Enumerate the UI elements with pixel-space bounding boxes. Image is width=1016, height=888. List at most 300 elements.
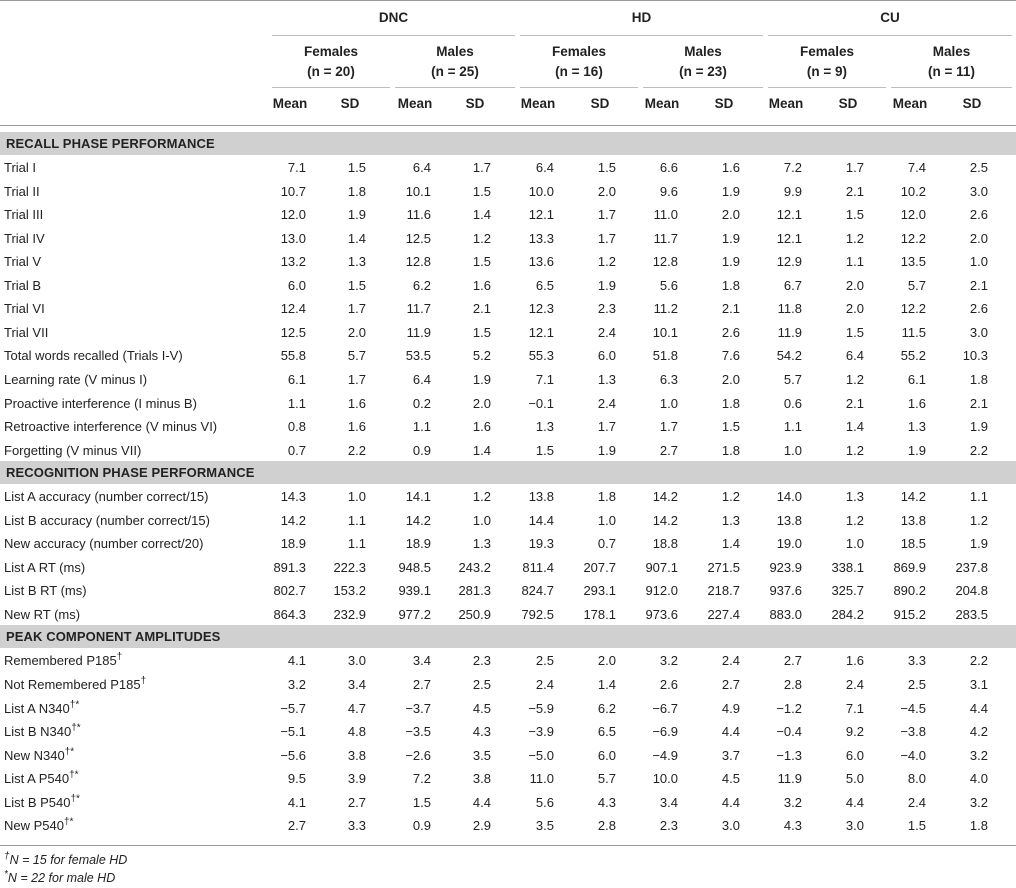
sd-cell: 1.7: [347, 371, 366, 387]
sd-cell: 2.4: [597, 324, 616, 340]
sd-cell: 9.2: [845, 724, 864, 740]
mean-cell: 13.8: [776, 512, 802, 528]
mean-cell: 2.3: [659, 818, 678, 834]
subgroup-sex: Males: [684, 44, 722, 59]
mean-cell: 2.6: [659, 677, 678, 692]
mean-cell: 12.4: [280, 301, 306, 317]
sd-cell: 1.2: [845, 442, 864, 458]
group-header-hd: HD: [631, 10, 652, 25]
mean-cell: 6.4: [535, 160, 554, 175]
subgroup-underline: [272, 87, 390, 88]
stat-header-sd: SD: [962, 96, 982, 111]
row-label-text: Trial IV: [4, 230, 45, 246]
mean-cell: 7.4: [907, 160, 926, 175]
row-label: [4, 748, 74, 763]
mean-cell: 1.5: [412, 794, 431, 810]
mean-cell: 14.3: [280, 489, 306, 505]
row-label-text: Forgetting (V minus VII): [4, 442, 142, 458]
sd-cell: 2.0: [721, 371, 740, 387]
mean-cell: 19.3: [528, 536, 554, 552]
row-label-text: New N340: [4, 747, 65, 763]
mean-cell: 3.4: [659, 794, 678, 810]
sd-cell: 2.1: [969, 395, 988, 411]
sd-cell: 1.9: [472, 371, 491, 387]
sd-cell: 3.7: [721, 747, 740, 763]
section-header: [0, 132, 1016, 155]
table-row: [0, 344, 1016, 368]
sd-cell: 1.4: [472, 207, 491, 223]
mean-cell: 12.1: [776, 230, 802, 246]
sd-cell: 5.7: [597, 771, 616, 787]
mean-cell: 7.2: [412, 771, 431, 787]
mean-cell: 11.7: [406, 301, 431, 317]
subgroup-sex: Females: [799, 44, 855, 59]
sd-cell: 283.5: [955, 606, 988, 622]
sd-cell: 1.3: [472, 536, 491, 552]
table-row: [0, 814, 1016, 838]
sd-cell: 4.3: [472, 724, 491, 740]
stat-header-mean: Mean: [520, 96, 556, 111]
sd-cell: 1.5: [845, 207, 864, 223]
row-label: [4, 489, 208, 504]
subgroup-underline: [768, 87, 886, 88]
row-label: [4, 513, 210, 528]
mean-cell: −5.6: [280, 747, 306, 763]
mean-cell: 9.9: [783, 183, 802, 199]
mean-cell: −1.3: [776, 747, 802, 763]
sd-cell: 1.4: [472, 442, 491, 458]
sd-cell: 1.5: [721, 419, 740, 435]
sd-cell: 2.6: [969, 301, 988, 317]
mean-cell: −1.2: [776, 700, 802, 716]
sd-cell: 222.3: [333, 559, 366, 575]
section-header: [0, 461, 1016, 484]
mean-cell: 2.4: [535, 677, 554, 692]
sd-cell: 1.5: [472, 254, 491, 270]
mean-cell: 11.0: [529, 771, 554, 787]
mean-cell: 6.3: [659, 371, 678, 387]
subgroup-n: (n = 20): [307, 64, 355, 79]
sd-cell: 6.4: [845, 348, 864, 364]
sd-cell: 7.1: [845, 700, 864, 716]
row-label: [4, 184, 40, 199]
sd-cell: 1.4: [597, 677, 616, 692]
mean-cell: 1.3: [535, 419, 554, 435]
sd-cell: 2.4: [597, 395, 616, 411]
row-label: [4, 677, 146, 692]
mean-cell: 11.9: [777, 771, 802, 787]
table-row: [0, 556, 1016, 580]
bottom-rule: [0, 845, 1016, 846]
subgroup-sex: Females: [551, 44, 607, 59]
mean-cell: 923.9: [769, 559, 802, 575]
row-label: [4, 536, 203, 551]
stat-header-sd: SD: [714, 96, 734, 111]
sd-cell: 1.5: [347, 277, 366, 293]
mean-cell: 3.5: [535, 818, 554, 834]
sd-cell: 3.5: [472, 747, 491, 763]
mean-cell: −0.4: [776, 724, 802, 740]
stat-header-sd: SD: [340, 96, 360, 111]
sd-cell: 1.9: [721, 183, 740, 199]
sd-cell: 4.8: [347, 724, 366, 740]
sd-cell: 1.1: [845, 254, 864, 270]
sd-cell: 1.3: [347, 254, 366, 270]
mean-cell: 1.9: [907, 442, 926, 458]
mean-cell: 54.2: [776, 348, 802, 364]
mean-cell: 10.0: [652, 771, 678, 787]
row-label-text: Remembered P185: [4, 653, 117, 669]
row-label: [4, 419, 217, 434]
row-label: [4, 396, 197, 411]
sd-cell: 1.6: [472, 277, 491, 293]
row-label-text: List B RT (ms): [4, 583, 87, 599]
mean-cell: 14.2: [280, 512, 306, 528]
mean-cell: 12.1: [776, 207, 802, 223]
stat-header-sd: SD: [838, 96, 858, 111]
mean-cell: 7.1: [535, 371, 554, 387]
sd-cell: 2.4: [721, 653, 740, 669]
mean-cell: 14.2: [652, 489, 678, 505]
row-label-text: Trial B: [4, 277, 42, 293]
sd-cell: 3.4: [347, 677, 366, 692]
sd-cell: 250.9: [458, 606, 491, 622]
footnote-symbol: *: [4, 868, 8, 880]
mean-cell: 18.8: [652, 536, 678, 552]
footnote: [4, 850, 128, 867]
header-rule: [0, 125, 1016, 126]
mean-cell: 11.2: [653, 301, 678, 317]
stat-header-mean: Mean: [397, 96, 433, 111]
sd-cell: 6.0: [597, 747, 616, 763]
mean-cell: 14.1: [405, 489, 431, 505]
mean-cell: 1.5: [535, 442, 554, 458]
mean-cell: 6.5: [535, 277, 554, 293]
stat-header-sd: SD: [465, 96, 485, 111]
mean-cell: 1.1: [783, 419, 802, 435]
sd-cell: 227.4: [707, 606, 740, 622]
stat-header-mean: Mean: [768, 96, 804, 111]
sd-cell: 1.9: [347, 207, 366, 223]
subgroup-underline: [395, 87, 515, 88]
mean-cell: 6.1: [287, 371, 306, 387]
sd-cell: 2.6: [721, 324, 740, 340]
sd-cell: 4.4: [721, 724, 740, 740]
sd-cell: 4.7: [347, 700, 366, 716]
stat-header-mean: Mean: [272, 96, 308, 111]
sd-cell: 2.0: [721, 207, 740, 223]
sd-cell: 1.2: [845, 230, 864, 246]
mean-cell: 824.7: [521, 583, 554, 599]
mean-cell: 11.5: [901, 324, 926, 340]
sd-cell: 6.0: [845, 747, 864, 763]
row-label-text: New P540: [4, 818, 64, 834]
subgroup-sex: Males: [932, 44, 971, 59]
mean-cell: 12.1: [528, 324, 554, 340]
mean-cell: 2.7: [412, 677, 431, 692]
footnote-mark: †*: [69, 769, 79, 781]
sd-cell: 4.5: [472, 700, 491, 716]
sd-cell: 6.5: [597, 724, 616, 740]
table-row: [0, 439, 1016, 463]
mean-cell: 13.8: [528, 489, 554, 505]
row-label-text: Not Remembered P185: [4, 677, 141, 692]
sd-cell: 2.5: [969, 160, 988, 175]
mean-cell: 5.7: [907, 277, 926, 293]
mean-cell: 5.7: [783, 371, 802, 387]
row-label: [4, 278, 41, 293]
table-row: [0, 180, 1016, 204]
sd-cell: 2.7: [347, 794, 366, 810]
mean-cell: 977.2: [398, 606, 431, 622]
sd-cell: 2.8: [597, 818, 616, 834]
mean-cell: 4.1: [287, 653, 306, 669]
sd-cell: 153.2: [333, 583, 366, 599]
subgroup-sex: Males: [436, 44, 474, 59]
table-row: [0, 250, 1016, 274]
mean-cell: −6.7: [652, 700, 678, 716]
mean-cell: 12.2: [900, 230, 926, 246]
table-row: [0, 297, 1016, 321]
row-label: [4, 231, 45, 246]
stat-header-mean: Mean: [892, 96, 928, 111]
sd-cell: 1.6: [347, 395, 366, 411]
mean-cell: 12.3: [528, 301, 554, 317]
sd-cell: 1.7: [347, 301, 366, 317]
row-label-text: Trial I: [4, 160, 37, 175]
sd-cell: 3.2: [969, 747, 988, 763]
mean-cell: 6.2: [412, 277, 431, 293]
mean-cell: 12.5: [405, 230, 431, 246]
table-row: [0, 274, 1016, 298]
sd-cell: 2.0: [597, 183, 616, 199]
sd-cell: 1.5: [472, 324, 491, 340]
mean-cell: 3.2: [783, 794, 802, 810]
row-label: [4, 795, 80, 810]
mean-cell: 948.5: [398, 559, 431, 575]
row-label-text: Trial V: [4, 254, 42, 270]
mean-cell: 55.8: [280, 348, 306, 364]
footnote-text: N = 15 for female HD: [9, 853, 128, 867]
row-label: [4, 301, 45, 316]
section-title: PEAK COMPONENT AMPLITUDES: [6, 629, 221, 645]
sd-cell: 6.2: [597, 700, 616, 716]
mean-cell: 12.0: [900, 207, 926, 223]
sd-cell: 1.7: [597, 230, 616, 246]
sd-cell: 1.7: [845, 160, 864, 175]
mean-cell: 802.7: [273, 583, 306, 599]
mean-cell: 3.4: [412, 653, 431, 669]
mean-cell: 1.3: [907, 419, 926, 435]
mean-cell: 12.2: [900, 301, 926, 317]
row-label-text: Total words recalled (Trials I-V): [4, 348, 183, 364]
table-row: [0, 509, 1016, 533]
footnote-symbol: †: [4, 850, 10, 862]
mean-cell: 4.1: [287, 794, 306, 810]
sd-cell: 2.0: [597, 653, 616, 669]
mean-cell: 10.0: [528, 183, 554, 199]
sd-cell: 1.4: [347, 230, 366, 246]
row-label-text: Trial II: [4, 183, 40, 199]
mean-cell: 12.1: [528, 207, 554, 223]
mean-cell: 0.9: [412, 818, 431, 834]
mean-cell: 12.5: [280, 324, 306, 340]
sd-cell: 1.5: [845, 324, 864, 340]
row-label-text: List B accuracy (number correct/15): [4, 512, 210, 528]
sd-cell: 3.1: [969, 677, 988, 692]
sd-cell: 1.0: [472, 512, 491, 528]
sd-cell: 2.9: [472, 818, 491, 834]
mean-cell: 13.3: [528, 230, 554, 246]
sd-cell: 10.3: [962, 348, 988, 364]
footnote-mark: †*: [69, 699, 80, 711]
mean-cell: 51.8: [652, 348, 678, 364]
sd-cell: 1.2: [845, 512, 864, 528]
mean-cell: 1.7: [659, 419, 678, 435]
row-label-text: Trial VI: [4, 301, 45, 317]
mean-cell: 2.4: [907, 794, 926, 810]
mean-cell: 11.9: [777, 324, 802, 340]
subgroup-n: (n = 23): [679, 64, 727, 79]
sd-cell: 2.6: [969, 207, 988, 223]
sd-cell: 2.0: [845, 301, 864, 317]
sd-cell: 271.5: [707, 559, 740, 575]
row-label-text: New accuracy (number correct/20): [4, 536, 204, 552]
sd-cell: 325.7: [831, 583, 864, 599]
sd-cell: 3.0: [969, 183, 988, 199]
sd-cell: 2.0: [845, 277, 864, 293]
sd-cell: 1.7: [597, 419, 616, 435]
mean-cell: −6.9: [652, 724, 678, 740]
mean-cell: 2.7: [287, 818, 306, 834]
mean-cell: 883.0: [769, 606, 802, 622]
mean-cell: 7.2: [783, 160, 802, 175]
sd-cell: 3.0: [845, 818, 864, 834]
mean-cell: 53.5: [405, 348, 431, 364]
group-underline: [768, 35, 1012, 36]
mean-cell: 13.6: [528, 254, 554, 270]
mean-cell: −5.0: [528, 747, 554, 763]
sd-cell: 1.8: [969, 818, 988, 834]
sd-cell: 4.5: [721, 771, 740, 787]
sd-cell: 3.8: [347, 747, 366, 763]
row-label: [4, 207, 43, 222]
mean-cell: 12.8: [405, 254, 431, 270]
table-row: [0, 156, 1016, 180]
stat-header-mean: Mean: [644, 96, 680, 111]
table-row: [0, 791, 1016, 815]
mean-cell: 18.9: [405, 536, 431, 552]
sd-cell: 1.9: [721, 230, 740, 246]
mean-cell: 1.5: [907, 818, 926, 834]
mean-cell: 12.0: [280, 207, 306, 223]
stat-header-sd: SD: [590, 96, 610, 111]
sd-cell: 2.5: [472, 677, 491, 692]
mean-cell: −5.1: [280, 724, 306, 740]
sd-cell: 2.0: [472, 395, 491, 411]
group-underline: [520, 35, 763, 36]
sd-cell: 1.4: [721, 536, 740, 552]
footnote-mark: †*: [71, 722, 81, 734]
sd-cell: 1.3: [845, 489, 864, 505]
row-label: [4, 348, 183, 363]
mean-cell: 6.6: [659, 160, 678, 175]
sd-cell: 7.6: [721, 348, 740, 364]
mean-cell: 937.6: [769, 583, 802, 599]
row-label-text: Trial III: [4, 207, 44, 223]
mean-cell: 1.6: [907, 395, 926, 411]
mean-cell: 11.6: [406, 207, 431, 223]
row-label-text: List A RT (ms): [4, 559, 86, 575]
mean-cell: 6.1: [907, 371, 926, 387]
subgroup-n: (n = 11): [928, 64, 975, 79]
table-row: [0, 368, 1016, 392]
footnote-text: N = 22 for male HD: [7, 871, 116, 885]
sd-cell: 1.2: [969, 512, 988, 528]
mean-cell: 11.8: [777, 301, 802, 317]
sd-cell: 1.0: [347, 489, 366, 505]
sd-cell: 1.5: [347, 160, 366, 175]
row-label-text: Retroactive interference (V minus VI): [4, 419, 218, 435]
sd-cell: 1.6: [845, 653, 864, 669]
row-label: [4, 372, 147, 387]
sd-cell: 293.1: [583, 583, 616, 599]
mean-cell: −3.7: [405, 700, 431, 716]
sd-cell: 1.0: [597, 512, 616, 528]
table-row: [0, 392, 1016, 416]
row-label-text: New RT (ms): [4, 606, 81, 622]
sd-cell: 1.7: [597, 207, 616, 223]
mean-cell: 891.3: [273, 559, 306, 575]
sd-cell: 1.7: [472, 160, 491, 175]
sd-cell: 5.0: [845, 771, 864, 787]
footnote-mark: †: [116, 652, 123, 664]
mean-cell: 14.0: [776, 489, 802, 505]
mean-cell: 2.8: [783, 677, 802, 692]
row-label-text: List B N340: [4, 724, 72, 740]
sd-cell: 1.8: [721, 277, 740, 293]
sd-cell: 1.9: [721, 254, 740, 270]
sd-cell: 2.1: [845, 183, 864, 199]
table-row: [0, 227, 1016, 251]
sd-cell: 0.7: [597, 536, 616, 552]
sd-cell: 204.8: [955, 583, 988, 599]
sd-cell: 1.2: [472, 230, 491, 246]
mean-cell: 1.0: [659, 395, 678, 411]
mean-cell: 13.2: [280, 254, 306, 270]
mean-cell: 1.0: [783, 442, 802, 458]
sd-cell: 232.9: [333, 606, 366, 622]
sd-cell: 1.9: [597, 277, 616, 293]
mean-cell: −4.5: [900, 700, 926, 716]
mean-cell: 792.5: [521, 606, 554, 622]
sd-cell: 2.3: [597, 301, 616, 317]
mean-cell: 12.8: [652, 254, 678, 270]
subgroup-n: (n = 16): [555, 64, 603, 79]
sd-cell: 1.8: [721, 395, 740, 411]
sd-cell: 1.5: [597, 160, 616, 175]
sd-cell: 4.4: [472, 794, 491, 810]
sd-cell: 237.8: [955, 559, 988, 575]
mean-cell: 9.6: [659, 183, 678, 199]
table-row: [0, 415, 1016, 439]
row-label-text: List A N340: [4, 700, 70, 716]
mean-cell: 10.7: [280, 183, 306, 199]
row-label: [4, 560, 85, 575]
table-row: [0, 603, 1016, 627]
top-rule: [0, 0, 1016, 1]
footnote-mark: †*: [70, 793, 80, 805]
